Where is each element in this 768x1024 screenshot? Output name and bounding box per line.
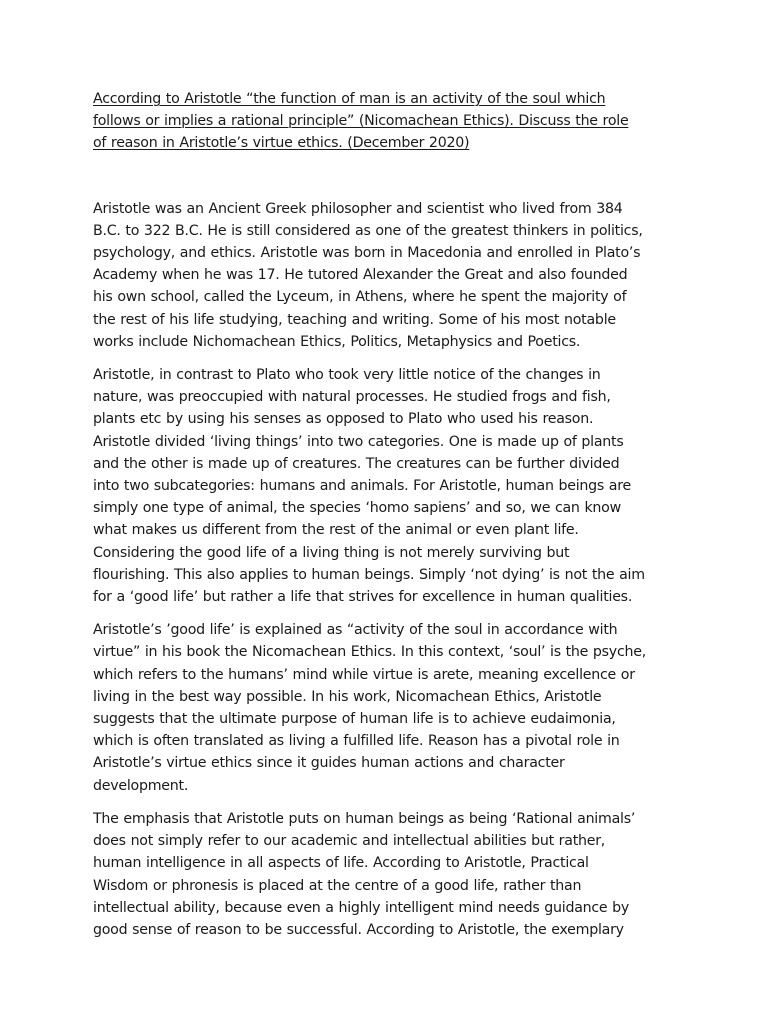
text-line: flourishing. This also applies to human beings. Simply ‘not dying’ is not the aim [93,566,645,583]
paragraph-natural-processes [93,364,683,608]
text-line: Aristotle’s ’good life’ is explained as “activity of the soul in accordance with [93,622,618,639]
text-line: good sense of reason to be successful. According to Aristotle, the exemplary [93,921,624,938]
text-line: what makes us different from the rest of the animal or even plant life. [93,522,579,539]
text-line: the rest of his life studying, teaching and writing. Some of his most notable [93,311,616,328]
text-line: B.C. to 322 B.C. He is still considered as one of the greatest thinkers in politics, [93,222,643,239]
essay-question-title [93,88,683,155]
text-line: which refers to the humans’ mind while virtue is arete, meaning excellence or [93,666,635,683]
text-line: living in the best way possible. In his work, Nicomachean Ethics, Aristotle [93,688,602,705]
text-line: Aristotle was an Ancient Greek philosopher and scientist who lived from 384 [93,200,623,217]
paragraph-good-life [93,619,683,797]
document-body [93,88,683,952]
text-line: into two subcategories: humans and animals. For Aristotle, human beings are [93,478,631,495]
paragraph-rational-animals [93,808,683,941]
text-line: development. [93,777,189,794]
text-line: human intelligence in all aspects of life. According to Aristotle, Practical [93,855,589,872]
text-line: his own school, called the Lyceum, in Athens, where he spent the majority of [93,289,627,306]
text-line: Aristotle’s virtue ethics since it guides human actions and character [93,755,565,772]
text-line: Aristotle, in contrast to Plato who took very little notice of the changes in [93,367,601,384]
text-line: suggests that the ultimate purpose of human life is to achieve eudaimonia, [93,711,616,728]
text-line: which is often translated as living a fulfilled life. Reason has a pivotal role in [93,733,620,750]
text-line: virtue” in his book the Nicomachean Ethics. In this context, ‘soul’ is the psyche, [93,644,646,661]
title-line: According to Aristotle “the function of man is an activity of the soul which [93,91,606,107]
text-line: works include Nichomachean Ethics, Politics, Metaphysics and Poetics. [93,333,581,350]
paragraph-intro [93,198,683,353]
title-line: of reason in Aristotle’s virtue ethics. (December 2020) [93,135,470,152]
text-line: psychology, and ethics. Aristotle was born in Macedonia and enrolled in Plato’s [93,245,641,262]
text-line: simply one type of animal, the species ‘homo sapiens’ and so, we can know [93,500,621,517]
title-spacer [93,155,683,198]
text-line: does not simply refer to our academic and intellectual abilities but rather, [93,833,606,850]
text-line: Aristotle divided ‘living things’ into two categories. One is made up of plants [93,433,624,450]
text-line: The emphasis that Aristotle puts on human beings as being ‘Rational animals’ [93,810,636,827]
text-line: intellectual ability, because even a highly intelligent mind needs guidance by [93,899,630,916]
text-line: Academy when he was 17. He tutored Alexander the Great and also founded [93,267,628,284]
text-line: Wisdom or phronesis is placed at the centre of a good life, rather than [93,877,582,894]
text-line: plants etc by using his senses as opposed to Plato who used his reason. [93,411,594,428]
text-line: Considering the good life of a living thing is not merely surviving but [93,544,570,561]
text-line: for a ‘good life’ but rather a life that strives for excellence in human qualities. [93,589,633,606]
text-line: and the other is made up of creatures. The creatures can be further divided [93,455,620,472]
text-line: nature, was preoccupied with natural processes. He studied frogs and fish, [93,389,611,406]
title-line: follows or implies a rational principle” (Nicomachean Ethics). Discuss the role [93,113,629,130]
